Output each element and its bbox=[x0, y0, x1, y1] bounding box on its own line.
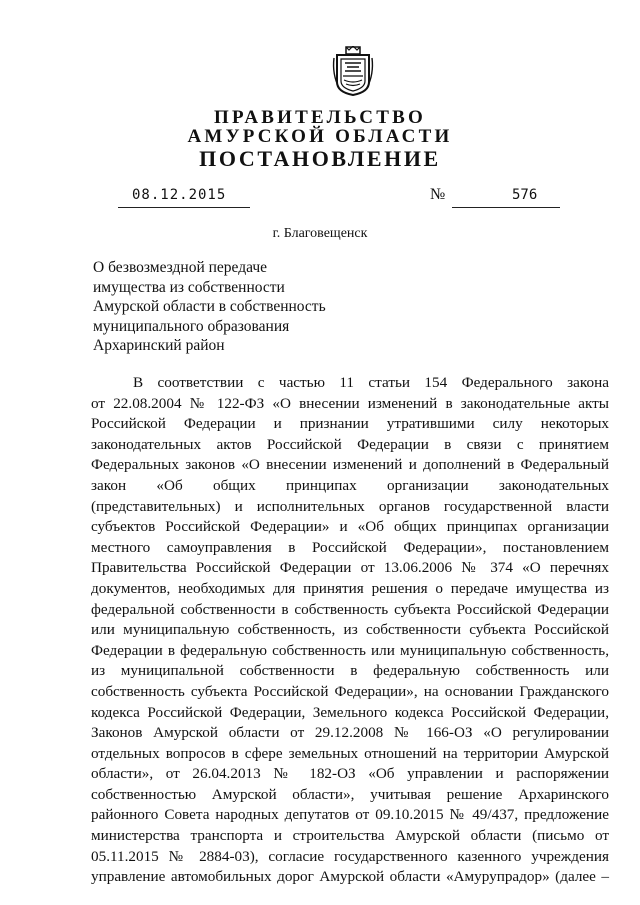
subject-line: муниципального образования bbox=[93, 317, 290, 335]
body-line: закон «Об общих принципах организации законодательных bbox=[91, 476, 609, 494]
document-number: 576 bbox=[452, 186, 560, 208]
document-type: ПОСТАНОВЛЕНИЕ bbox=[199, 146, 441, 171]
body-line: собственностью Амурской области», учитывая решение Архаринского bbox=[91, 785, 609, 803]
body-line: В соответствии с частью 11 статьи 154 Федерального закона bbox=[133, 374, 609, 391]
body-line: субъектов Российской Федерации» и «Об общих принципах организации bbox=[91, 518, 609, 536]
subject-line: имущества из собственности bbox=[93, 278, 285, 296]
body-line: (представительных) и исполнительных органов государственной власти bbox=[91, 497, 609, 515]
document-date: 08.12.2015 bbox=[118, 186, 250, 208]
body-line: 05.11.2015 № 2884-03), согласие государственного казенного учреждения bbox=[91, 847, 609, 865]
body-line: местного самоуправления в Российской Федерации», постановлением bbox=[91, 538, 609, 556]
organization-name: ПРАВИТЕЛЬСТВО bbox=[214, 107, 426, 128]
body-line: министерства транспорта и строительства Амурской области (письмо от bbox=[91, 827, 609, 845]
body-line: отдельных вопросов в сфере земельных отношений на территории Амурской bbox=[91, 744, 609, 762]
body-line: кодекса Российской Федерации, Земельного кодекса Российской Федерации, bbox=[91, 703, 609, 721]
body-line: собственность субъекта Российской Федерации», на основании Гражданского bbox=[91, 682, 609, 700]
body-line: управление автомобильных дорог Амурской области «Амурупрадор» (далее – bbox=[91, 868, 609, 886]
body-line: Законов Амурской области от 29.12.2008 № 166-ОЗ «О регулировании bbox=[91, 724, 609, 742]
document-body bbox=[91, 373, 609, 888]
body-line: документов, необходимых для принятия решения о передаче имущества из bbox=[91, 579, 609, 597]
city-name: г. Благовещенск bbox=[272, 226, 368, 241]
number-sign: № bbox=[430, 186, 446, 203]
subject-line: Амурской области в собственность bbox=[93, 298, 326, 316]
body-line: федеральной собственности в собственность субъекта Российской Федерации bbox=[91, 600, 609, 618]
organization-region: АМУРСКОЙ ОБЛАСТИ bbox=[187, 126, 453, 147]
body-line: Российской Федерации и признании утратившими силу некоторых bbox=[91, 415, 609, 433]
body-line: из муниципальной собственности в федеральную собственность или bbox=[91, 662, 609, 680]
body-line: законодательных актов Российской Федерации в связи с принятием bbox=[91, 435, 609, 453]
subject-line: Архаринский район bbox=[93, 337, 225, 355]
body-line: Федеральных законов «О внесении изменений и дополнений в Федеральный bbox=[91, 456, 609, 474]
document-subject bbox=[93, 258, 393, 356]
body-line: Федерации в федеральную собственность или муниципальную собственность, bbox=[91, 641, 609, 659]
body-line: области», от 26.04.2013 № 182-ОЗ «Об управлении и распоряжении bbox=[91, 765, 609, 783]
body-line: Правительства Российской Федерации от 13.06.2006 № 374 «О перечнях bbox=[91, 559, 609, 577]
coat-of-arms-icon bbox=[331, 46, 375, 96]
body-line: или муниципальную собственность, из собственности субъекта Российской bbox=[91, 621, 609, 639]
body-line: районного Совета народных депутатов от 09.10.2015 № 49/437, предложение bbox=[91, 806, 609, 824]
subject-line: О безвозмездной передаче bbox=[93, 259, 268, 276]
body-line: от 22.08.2004 № 122-ФЗ «О внесении изменений в законодательные акты bbox=[91, 394, 609, 412]
